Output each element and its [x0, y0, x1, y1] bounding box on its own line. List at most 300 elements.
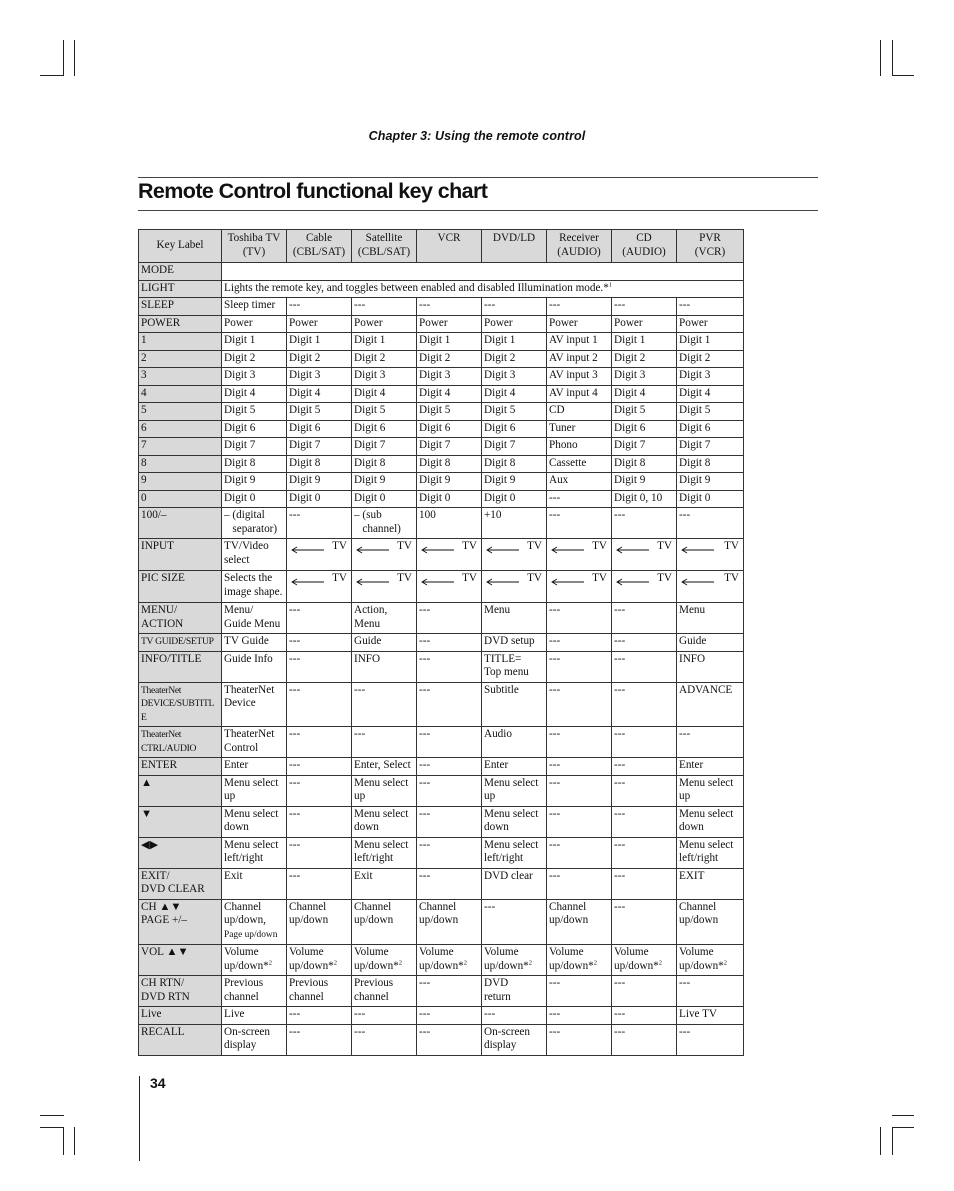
key-label: PIC SIZE: [139, 571, 222, 603]
key-label: POWER: [139, 315, 222, 333]
crop-mark: [880, 40, 881, 76]
function-cell: Volume up/down*$^2$: [417, 945, 482, 976]
table-row: [139, 775, 744, 806]
function-cell: Digit 6: [612, 420, 677, 438]
function-cell: ---: [612, 682, 677, 727]
function-cell: ---: [482, 298, 547, 316]
key-label: MODE: [139, 263, 222, 281]
function-cell: Power: [417, 315, 482, 333]
key-label: ▲: [139, 775, 222, 806]
function-cell: EXIT: [677, 868, 744, 899]
key-label: 3: [139, 368, 222, 386]
light-text: Lights the remote key, and toggles between enabled and disabled Illumination mode.*: [224, 281, 609, 294]
function-cell: ---: [287, 806, 352, 837]
function-cell: ---: [352, 1024, 417, 1055]
function-cell: ---: [677, 976, 744, 1007]
function-cell: Tuner: [547, 420, 612, 438]
function-cell: ---: [612, 1024, 677, 1055]
column-header: VCR: [417, 230, 482, 263]
left-arrow-icon: [291, 546, 325, 554]
function-cell: ---: [287, 1007, 352, 1025]
function-cell: Previous channel: [352, 976, 417, 1007]
function-cell: Digit 3: [482, 368, 547, 386]
function-cell: Volume up/down*$^2$: [677, 945, 744, 976]
function-cell: Power: [547, 315, 612, 333]
function-cell: Digit 0: [417, 490, 482, 508]
function-cell: TheaterNet Device: [222, 682, 287, 727]
column-header: DVD/LD: [482, 230, 547, 263]
function-cell: Digit 1: [287, 333, 352, 351]
function-cell: Digit 3: [612, 368, 677, 386]
function-cell: Digit 3: [417, 368, 482, 386]
function-cell: Digit 7: [612, 438, 677, 456]
footnote-ref: 2: [723, 958, 727, 966]
function-cell: Channel up/down: [677, 899, 744, 945]
key-label: SLEEP: [139, 298, 222, 316]
function-cell: CD: [547, 403, 612, 421]
function-cell: ---: [612, 727, 677, 758]
function-cell: Menu/ Guide Menu: [222, 603, 287, 634]
function-cell: ---: [352, 727, 417, 758]
function-cell: Channel up/down: [417, 899, 482, 945]
function-cell: INFO: [352, 651, 417, 682]
table-row: [139, 727, 744, 758]
function-cell: ---: [612, 976, 677, 1007]
key-label: TV GUIDE/SETUP: [139, 634, 222, 652]
footnote-ref: 2: [333, 958, 337, 966]
table-row: [139, 333, 744, 351]
left-arrow-icon: [486, 578, 520, 586]
function-cell: Digit 5: [612, 403, 677, 421]
tv-label: TV: [724, 540, 739, 552]
function-cell: ---: [417, 1024, 482, 1055]
function-cell: Digit 8: [287, 455, 352, 473]
function-cell: Enter, Select: [352, 758, 417, 776]
function-cell: Previous channel: [222, 976, 287, 1007]
crop-mark: [892, 1127, 914, 1128]
function-cell: Menu select down: [222, 806, 287, 837]
function-cell: Sleep timer: [222, 298, 287, 316]
function-cell: Digit 0: [677, 490, 744, 508]
function-cell: ---: [612, 758, 677, 776]
function-cell: ---: [287, 727, 352, 758]
function-cell: ---: [417, 603, 482, 634]
function-cell: Digit 6: [482, 420, 547, 438]
function-cell: Phono: [547, 438, 612, 456]
function-cell: ---: [547, 634, 612, 652]
function-cell: Volume up/down*$^2$: [287, 945, 352, 976]
function-cell: TheaterNet Control: [222, 727, 287, 758]
tv-label: TV: [332, 572, 347, 584]
function-cell: – (sub channel): [352, 508, 417, 539]
left-arrow-icon: [551, 546, 585, 554]
function-cell: Cassette: [547, 455, 612, 473]
function-cell: ---: [612, 651, 677, 682]
function-cell: Digit 7: [287, 438, 352, 456]
function-cell: Digit 9: [352, 473, 417, 491]
function-cell: Exit: [352, 868, 417, 899]
left-arrow-icon: [356, 546, 390, 554]
function-cell: Digit 3: [677, 368, 744, 386]
tv-arrow-cell: [352, 539, 417, 571]
function-cell: ---: [287, 634, 352, 652]
key-label: TheaterNet DEVICE/SUBTITLE: [139, 682, 222, 727]
tv-label: TV: [462, 572, 477, 584]
function-cell: Digit 6: [352, 420, 417, 438]
function-cell: ---: [612, 1007, 677, 1025]
tv-label: TV: [397, 540, 412, 552]
function-cell: Guide: [352, 634, 417, 652]
key-label: CH RTN/ DVD RTN: [139, 976, 222, 1007]
function-cell: Digit 9: [612, 473, 677, 491]
crop-mark: [892, 40, 893, 76]
chapter-heading: Chapter 3: Using the remote control: [368, 129, 586, 143]
page-title: Remote Control functional key chart: [138, 179, 488, 203]
column-header: PVR (VCR): [677, 230, 744, 263]
function-cell: Menu select up: [222, 775, 287, 806]
key-label: EXIT/ DVD CLEAR: [139, 868, 222, 899]
function-cell: ---: [287, 868, 352, 899]
function-cell: TITLE= Top menu: [482, 651, 547, 682]
function-cell: ---: [547, 758, 612, 776]
function-cell: ---: [482, 1007, 547, 1025]
table-row: [139, 508, 744, 539]
table-row: [139, 682, 744, 727]
function-cell: ---: [417, 775, 482, 806]
function-cell: ---: [287, 603, 352, 634]
function-cell: ---: [612, 868, 677, 899]
function-cell: INFO: [677, 651, 744, 682]
function-cell: Menu select up: [482, 775, 547, 806]
function-cell: ---: [547, 868, 612, 899]
function-cell: Menu select left/right: [352, 837, 417, 868]
tv-label: TV: [397, 572, 412, 584]
function-cell: ---: [417, 651, 482, 682]
function-cell: Digit 0: [222, 490, 287, 508]
function-cell: ---: [677, 1024, 744, 1055]
column-header: Cable (CBL/SAT): [287, 230, 352, 263]
function-cell: ---: [417, 976, 482, 1007]
footnote-ref: 2: [593, 958, 597, 966]
key-label: 8: [139, 455, 222, 473]
function-cell: ---: [287, 758, 352, 776]
mode-cell: [222, 263, 744, 281]
function-cell: ---: [547, 682, 612, 727]
key-label: TheaterNet CTRL/AUDIO: [139, 727, 222, 758]
column-header: Key Label: [139, 230, 222, 263]
table-row: [139, 490, 744, 508]
function-cell: Digit 2: [352, 350, 417, 368]
table-row: [139, 1024, 744, 1055]
footnote-ref: 1: [608, 280, 613, 288]
function-cell: Menu select up: [677, 775, 744, 806]
column-header: Satellite (CBL/SAT): [352, 230, 417, 263]
function-cell: ---: [547, 490, 612, 508]
left-arrow-icon: [356, 578, 390, 586]
key-chart-table: [138, 229, 744, 1056]
key-label: VOL ▲▼: [139, 945, 222, 976]
function-cell: Digit 7: [417, 438, 482, 456]
table-row: [139, 385, 744, 403]
left-arrow-icon: [616, 578, 650, 586]
table-row: [139, 806, 744, 837]
function-cell: Menu select down: [677, 806, 744, 837]
function-cell: Menu select left/right: [677, 837, 744, 868]
function-cell: Digit 9: [677, 473, 744, 491]
function-cell: ---: [547, 837, 612, 868]
table-row: [139, 1007, 744, 1025]
footnote-ref: 2: [268, 958, 272, 966]
tv-arrow-cell: [417, 571, 482, 603]
table-row: [139, 837, 744, 868]
function-cell: – (digital separator): [222, 508, 287, 539]
function-cell: TV/Video select: [222, 539, 287, 571]
tv-arrow-cell: [677, 539, 744, 571]
crop-mark: [40, 1115, 64, 1116]
function-cell: Digit 4: [612, 385, 677, 403]
function-cell: Digit 5: [417, 403, 482, 421]
function-cell: ---: [612, 634, 677, 652]
function-cell: Digit 1: [482, 333, 547, 351]
function-cell: Channel up/down: [547, 899, 612, 945]
function-cell: ---: [547, 298, 612, 316]
crop-mark: [40, 1127, 64, 1128]
function-cell: Digit 2: [482, 350, 547, 368]
key-label: INPUT: [139, 539, 222, 571]
function-cell: ---: [287, 837, 352, 868]
function-cell: Live: [222, 1007, 287, 1025]
function-cell: Digit 6: [677, 420, 744, 438]
left-arrow-icon: [421, 546, 455, 554]
function-cell: Enter: [677, 758, 744, 776]
key-label: LIGHT: [139, 280, 222, 298]
function-cell: Digit 1: [417, 333, 482, 351]
function-cell: AV input 1: [547, 333, 612, 351]
tv-label: TV: [527, 540, 542, 552]
page-number-rule: [139, 1076, 140, 1161]
function-cell: Aux: [547, 473, 612, 491]
table-row: [139, 455, 744, 473]
crop-mark: [892, 1127, 893, 1155]
function-cell: Menu select up: [352, 775, 417, 806]
function-cell: Digit 4: [417, 385, 482, 403]
function-cell: Guide: [677, 634, 744, 652]
crop-mark: [880, 1127, 881, 1155]
function-cell: Digit 8: [352, 455, 417, 473]
key-label: CH ▲▼ PAGE +/–: [139, 899, 222, 945]
function-cell: ---: [417, 682, 482, 727]
function-cell: Channel up/down: [287, 899, 352, 945]
tv-arrow-cell: [612, 571, 677, 603]
function-cell: Digit 7: [352, 438, 417, 456]
function-cell: AV input 2: [547, 350, 612, 368]
function-cell: Digit 2: [677, 350, 744, 368]
function-cell: Menu select left/right: [222, 837, 287, 868]
table-row: [139, 603, 744, 634]
function-cell: Digit 5: [677, 403, 744, 421]
crop-mark: [40, 75, 64, 76]
table-row: [139, 539, 744, 571]
function-cell: Digit 6: [417, 420, 482, 438]
function-cell: Digit 2: [287, 350, 352, 368]
function-cell: ---: [612, 775, 677, 806]
table-row: [139, 403, 744, 421]
table-row: [139, 945, 744, 976]
function-cell: ---: [287, 775, 352, 806]
function-cell: Audio: [482, 727, 547, 758]
function-cell: ---: [612, 298, 677, 316]
function-cell: Digit 0, 10: [612, 490, 677, 508]
function-cell: Digit 7: [222, 438, 287, 456]
function-cell: Digit 8: [677, 455, 744, 473]
tv-arrow-cell: [287, 539, 352, 571]
tv-label: TV: [332, 540, 347, 552]
table-row: [139, 651, 744, 682]
function-cell: Enter: [222, 758, 287, 776]
function-cell: Digit 8: [612, 455, 677, 473]
function-cell: Digit 3: [222, 368, 287, 386]
column-header: Toshiba TV (TV): [222, 230, 287, 263]
function-cell: Exit: [222, 868, 287, 899]
function-cell: Digit 4: [287, 385, 352, 403]
function-cell: ---: [677, 298, 744, 316]
function-cell: Digit 1: [222, 333, 287, 351]
function-cell: ---: [547, 976, 612, 1007]
function-cell: Digit 2: [417, 350, 482, 368]
function-cell: On-screen display: [222, 1024, 287, 1055]
function-cell: Action, Menu: [352, 603, 417, 634]
function-cell: Volume up/down*$^2$: [352, 945, 417, 976]
function-cell: ---: [287, 508, 352, 539]
function-cell: ---: [417, 837, 482, 868]
tv-arrow-cell: [482, 571, 547, 603]
tv-arrow-cell: [612, 539, 677, 571]
table-row: [139, 438, 744, 456]
function-cell: ---: [677, 508, 744, 539]
table-row: [139, 473, 744, 491]
bottom-rule: [138, 210, 818, 211]
table-row: [139, 315, 744, 333]
tv-label: TV: [462, 540, 477, 552]
key-label: 100/–: [139, 508, 222, 539]
crop-mark: [74, 1127, 75, 1155]
table-row: [139, 263, 744, 281]
function-cell: Digit 8: [222, 455, 287, 473]
header-row: [139, 230, 744, 263]
tv-arrow-cell: [547, 539, 612, 571]
page-number: 34: [150, 1075, 166, 1091]
table-row: [139, 368, 744, 386]
key-label: 7: [139, 438, 222, 456]
function-cell: Digit 4: [222, 385, 287, 403]
function-cell: Power: [222, 315, 287, 333]
function-cell: ---: [417, 758, 482, 776]
left-arrow-icon: [486, 546, 520, 554]
key-label: ENTER: [139, 758, 222, 776]
function-cell: Digit 6: [287, 420, 352, 438]
tv-label: TV: [592, 572, 607, 584]
function-cell: Digit 5: [287, 403, 352, 421]
crop-mark: [63, 1127, 64, 1155]
table-row: [139, 758, 744, 776]
key-label: 6: [139, 420, 222, 438]
function-cell: Live TV: [677, 1007, 744, 1025]
tv-arrow-cell: [287, 571, 352, 603]
table-row: [139, 350, 744, 368]
tv-arrow-cell: [417, 539, 482, 571]
key-label: 4: [139, 385, 222, 403]
function-cell: Selects the image shape.: [222, 571, 287, 603]
function-cell: Digit 4: [677, 385, 744, 403]
function-cell: 100: [417, 508, 482, 539]
key-label: INFO/TITLE: [139, 651, 222, 682]
function-cell: ---: [287, 1024, 352, 1055]
tv-label: TV: [592, 540, 607, 552]
column-header: CD (AUDIO): [612, 230, 677, 263]
table-row: [139, 976, 744, 1007]
function-cell: ---: [417, 727, 482, 758]
function-cell: ---: [547, 806, 612, 837]
function-cell: AV input 3: [547, 368, 612, 386]
tv-arrow-cell: [352, 571, 417, 603]
function-cell: Volume up/down*$^2$: [482, 945, 547, 976]
function-cell: Power: [677, 315, 744, 333]
function-cell: ---: [417, 868, 482, 899]
function-cell: Digit 9: [482, 473, 547, 491]
function-cell: Subtitle: [482, 682, 547, 727]
function-cell: Digit 1: [352, 333, 417, 351]
function-cell: Volume up/down*$^2$: [222, 945, 287, 976]
key-label: 1: [139, 333, 222, 351]
function-cell: Channel up/down, Page up/down: [222, 899, 287, 945]
function-cell: Power: [352, 315, 417, 333]
function-cell: Volume up/down*$^2$: [612, 945, 677, 976]
function-cell: ---: [287, 298, 352, 316]
function-cell: Enter: [482, 758, 547, 776]
left-arrow-icon: [421, 578, 455, 586]
tv-label: TV: [724, 572, 739, 584]
function-cell: +10: [482, 508, 547, 539]
function-cell: ---: [547, 603, 612, 634]
function-cell: Digit 2: [222, 350, 287, 368]
light-description: [222, 280, 744, 298]
function-cell: Channel up/down: [352, 899, 417, 945]
function-cell: Digit 5: [352, 403, 417, 421]
function-cell: Digit 0: [287, 490, 352, 508]
function-cell: ---: [287, 682, 352, 727]
function-cell: Power: [482, 315, 547, 333]
function-cell: Digit 1: [612, 333, 677, 351]
function-cell: Digit 3: [352, 368, 417, 386]
function-cell: ---: [612, 806, 677, 837]
function-cell: Digit 3: [287, 368, 352, 386]
table-row: [139, 420, 744, 438]
key-label: RECALL: [139, 1024, 222, 1055]
function-cell: ---: [417, 298, 482, 316]
key-label: 0: [139, 490, 222, 508]
key-label: ◀▶: [139, 837, 222, 868]
function-cell: TV Guide: [222, 634, 287, 652]
function-cell: ---: [417, 1007, 482, 1025]
footnote-ref: 2: [528, 958, 532, 966]
function-cell: Previous channel: [287, 976, 352, 1007]
function-cell: Menu select left/right: [482, 837, 547, 868]
function-cell: Digit 1: [677, 333, 744, 351]
function-cell: Power: [612, 315, 677, 333]
function-cell: Digit 7: [677, 438, 744, 456]
tv-label: TV: [657, 572, 672, 584]
function-cell: ---: [547, 727, 612, 758]
